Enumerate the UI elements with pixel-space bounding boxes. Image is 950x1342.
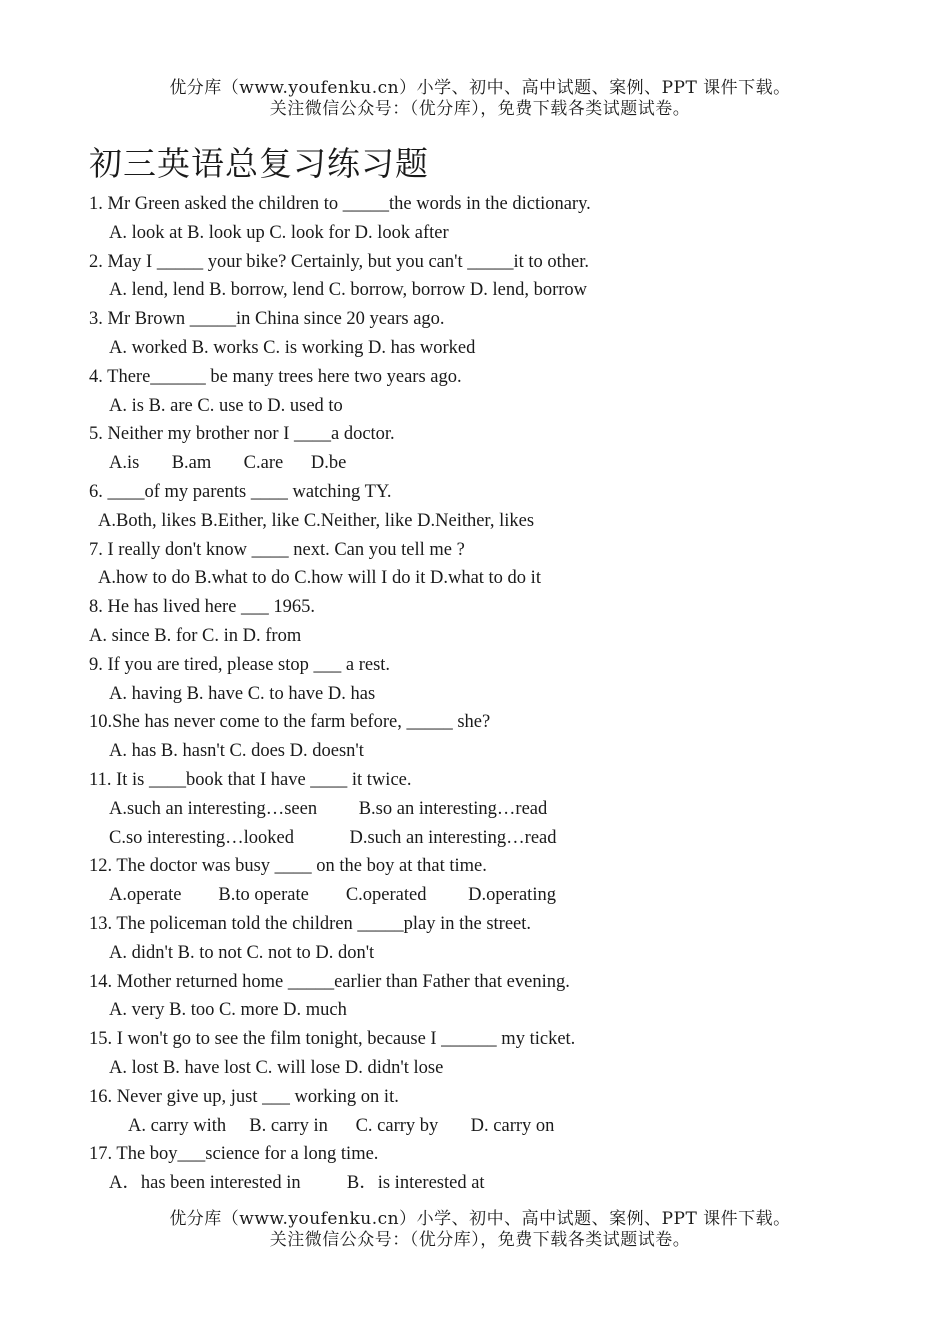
question-stem: 1. Mr Green asked the children to _____the words in the dictionary.: [89, 194, 591, 214]
question-stem: 13. The policeman told the children _____play in the street.: [89, 913, 532, 934]
question-stem: 9. If you are tired, please stop ___ a rest.: [89, 654, 391, 675]
footer-line-2: 关注微信公众号：（优分库），免费下载各类试题试卷。: [269, 1230, 691, 1250]
question-stem: 6. ____of my parents ____ watching TY.: [89, 481, 392, 502]
answer-options: A. since B. for C. in D. from: [89, 625, 302, 646]
answer-options: A. having B. have C. to have D. has: [109, 683, 376, 704]
footer-line-1: 优分库（www.youfenku.cn）小学、初中、高中试题、案例、PPT 课件下载。: [169, 1209, 791, 1229]
question-stem: 3. Mr Brown _____in China since 20 years ago.: [89, 309, 445, 330]
question-stem: 4. There______ be many trees here two years ago.: [89, 366, 462, 387]
answer-options: A. didn't B. to not C. not to D. don't: [109, 942, 375, 963]
header-banner: [0, 78, 950, 120]
answer-options: A. lend, lend B. borrow, lend C. borrow, borrow D. lend, borrow: [109, 280, 588, 301]
answer-options: C.so interesting…looked D.such an interesting…read: [109, 827, 557, 848]
question-stem: 11. It is ____book that I have ____ it twice.: [89, 769, 412, 790]
answer-options: A.Both, likes B.Either, like C.Neither, like D.Neither, likes: [98, 510, 535, 531]
question-stem: 5. Neither my brother nor I ____a doctor.: [89, 424, 395, 445]
question-stem: 14. Mother returned home _____earlier than Father that evening.: [89, 971, 570, 992]
answer-options: A．has been interested in B．is interested at: [109, 1173, 485, 1194]
answer-options: A. is B. are C. use to D. used to: [109, 395, 343, 416]
question-stem: 16. Never give up, just ___ working on it.: [89, 1086, 399, 1107]
answer-options: A. has B. hasn't C. does D. doesn't: [109, 741, 364, 762]
question-stem: 17. The boy___science for a long time.: [89, 1144, 379, 1165]
answer-options: A.operate B.to operate C.operated D.operating: [109, 885, 556, 906]
answer-options: A.how to do B.what to do C.how will I do it D.what to do it: [98, 568, 541, 589]
answer-options: A. lost B. have lost C. will lose D. didn't lose: [109, 1057, 444, 1078]
answer-options: A.such an interesting…seen B.so an interesting…read: [109, 798, 548, 819]
question-stem: 7. I really don't know ____ next. Can you tell me ?: [89, 539, 465, 560]
page-title: 初三英语总复习练习题: [89, 144, 429, 183]
question-stem: 2. May I _____ your bike? Certainly, but you can't _____it to other.: [89, 251, 590, 272]
question-list: [89, 190, 869, 1198]
answer-options: A.is B.am C.are D.be: [109, 453, 347, 474]
answer-options: A. very B. too C. more D. much: [109, 1000, 347, 1021]
answer-options: A. carry with B. carry in C. carry by D. carry on: [128, 1115, 555, 1136]
question-stem: 15. I won't go to see the film tonight, because I ______ my ticket.: [89, 1029, 576, 1050]
question-stem: 10.She has never come to the farm before, _____ she?: [89, 712, 491, 733]
answer-options: A. look at B. look up C. look for D. look after: [109, 222, 449, 243]
header-line-2: 关注微信公众号：（优分库），免费下载各类试题试卷。: [269, 99, 691, 119]
question-stem: 8. He has lived here ___ 1965.: [89, 597, 316, 618]
header-line-1: 优分库（www.youfenku.cn）小学、初中、高中试题、案例、PPT 课件下载。: [169, 78, 791, 98]
question-stem: 12. The doctor was busy ____ on the boy at that time.: [89, 856, 487, 877]
answer-options: A. worked B. works C. is working D. has worked: [109, 337, 476, 358]
footer-banner: [0, 1209, 950, 1251]
